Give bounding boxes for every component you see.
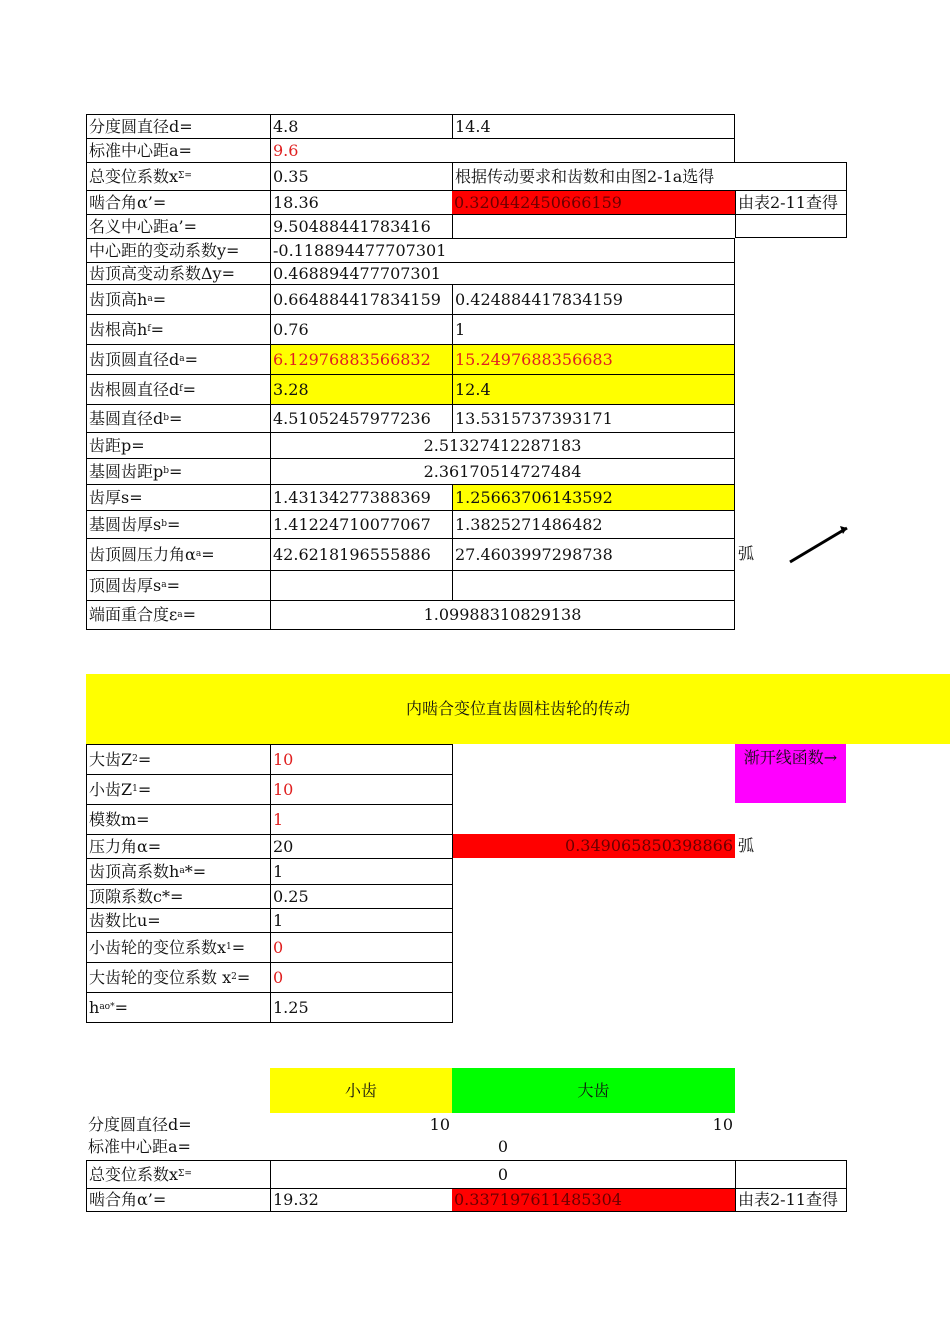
value-dedendum-big: 1 <box>452 314 735 344</box>
value-tooth-thickness-big: 1.25663706143592 <box>452 484 735 510</box>
value-tip-pressure-angle-big: 27.4603997298738 <box>452 538 735 570</box>
label-standard-center-distance: 标准中心距a= <box>86 138 271 162</box>
label-tail: = <box>236 967 251 987</box>
label-sub: a <box>177 609 183 620</box>
label-sub: 1 <box>132 784 138 794</box>
value-clearance-coef: 0.25 <box>271 884 453 908</box>
label-mesh-angle: 啮合角α’= <box>86 190 271 214</box>
value-gear-ratio: 1 <box>271 908 453 932</box>
value-module: 1 <box>271 804 453 834</box>
label-text: 小齿轮的变位系数x <box>89 937 227 957</box>
label-tail: = <box>166 575 180 595</box>
value-tip-diameter-small: 6.12976883566832 <box>271 344 452 374</box>
label-sub: 2 <box>132 754 138 764</box>
label-tail: = <box>169 408 183 428</box>
label-text: 基圆齿距p <box>89 461 164 481</box>
value-base-pitch: 2.36170514727484 <box>271 458 735 484</box>
value-base-tooth-thickness-big: 1.3825271486482 <box>452 510 735 538</box>
value-tip-pressure-angle-small: 42.6218196555886 <box>271 538 452 570</box>
label-text: 端面重合度ε <box>89 605 178 624</box>
value-addendum-big: 0.424884417834159 <box>452 284 735 314</box>
label-contact-ratio <box>86 600 271 630</box>
header-big-gear: 大齿 <box>452 1068 735 1113</box>
label-tail: = <box>137 749 152 769</box>
value-pitch-diameter-2-big: 10 <box>712 1115 733 1134</box>
label-sub: b <box>163 413 170 423</box>
label-sub: a <box>179 354 185 364</box>
value-standard-center-distance: 9.6 <box>271 138 452 162</box>
empty-cell <box>735 1160 847 1188</box>
value-root-diameter-small: 3.28 <box>271 374 452 404</box>
label-text: 大齿轮的变位系数 x <box>89 967 232 987</box>
label-sub: b <box>161 519 167 529</box>
label-text: 分度圆直径d= <box>89 116 193 136</box>
label-tail: = <box>231 937 246 957</box>
value-center-distance-change: -0.118894477707301 <box>271 238 735 262</box>
label-dedendum <box>86 314 271 344</box>
value-mesh-angle-2-rad: 0.337197611485304 <box>452 1188 735 1212</box>
label-sub: f <box>179 384 183 394</box>
value-dedendum-small: 0.76 <box>271 314 452 344</box>
label-addendum-coef <box>86 858 271 884</box>
value-tooth-thickness-small: 1.43134277388369 <box>271 484 452 510</box>
value-small-gear-teeth: 10 <box>271 774 453 804</box>
empty-cell <box>452 214 735 238</box>
label-pitch-diameter-2: 分度圆直径d= <box>88 1115 192 1134</box>
empty-cell <box>735 214 847 238</box>
label-tip-pressure-angle <box>86 538 271 570</box>
label-sub: a <box>195 549 202 559</box>
value-addendum-coef: 1 <box>271 858 453 884</box>
label-tail: = <box>166 514 181 534</box>
note-table-lookup: 由表2-11查得 <box>735 190 847 214</box>
involute-function-label: 渐开线函数→ <box>735 744 846 803</box>
value-pitch: 2.51327412287183 <box>271 432 735 458</box>
empty-cell <box>452 138 735 162</box>
label-pitch-diameter <box>86 114 271 138</box>
label-hao <box>86 992 271 1023</box>
label-tip-diameter <box>86 344 271 374</box>
label-sup: * <box>110 1002 115 1012</box>
label-root-diameter <box>86 374 271 404</box>
value-mesh-angle-deg: 18.36 <box>271 190 452 214</box>
empty-cell <box>452 570 735 600</box>
label-pitch: 齿距p= <box>86 432 271 458</box>
label-sub: f <box>147 324 151 334</box>
value-total-shift-coef: 0.35 <box>271 162 452 190</box>
label-text: 齿根圆直径d <box>89 379 180 399</box>
value-base-diameter-small: 4.51052457977236 <box>271 404 452 432</box>
section-banner: 内啮合变位直齿圆柱齿轮的传动 <box>86 674 950 744</box>
value-tip-diameter-big: 15.2497688356683 <box>452 344 735 374</box>
value-hao: 1.25 <box>271 992 453 1023</box>
label-tail: = <box>152 289 167 309</box>
label-small-gear-teeth <box>86 774 271 804</box>
label-base-tooth-thickness <box>86 510 271 538</box>
value-base-tooth-thickness-small: 1.41224710077067 <box>271 510 452 538</box>
value-mesh-angle-2-deg: 19.32 <box>271 1188 452 1212</box>
value-small-shift-coef: 0 <box>271 932 453 962</box>
label-tail: = <box>137 779 152 799</box>
label-sub: 1 <box>226 942 232 952</box>
value-base-diameter-big: 13.5315737393171 <box>452 404 735 432</box>
value-nominal-center-distance: 9.50488441783416 <box>271 214 452 238</box>
label-text: 顶圆齿厚s <box>89 575 162 595</box>
label-tail: = <box>182 379 196 399</box>
label-big-shift-coef <box>86 962 271 992</box>
value-contact-ratio: 1.09988310829138 <box>271 600 735 630</box>
label-text: 齿顶圆压力角α <box>89 544 196 564</box>
empty-cell <box>271 570 452 600</box>
label-base-pitch <box>86 458 271 484</box>
label-total-shift-coef-2 <box>86 1160 271 1188</box>
value-pitch-diameter-big: 14.4 <box>452 114 735 138</box>
label-module: 模数m= <box>86 804 271 834</box>
label-text: 齿顶高h <box>89 289 148 309</box>
label-text: 齿根高h <box>89 319 148 339</box>
label-text: 总变位系数x <box>89 166 179 186</box>
label-base-diameter <box>86 404 271 432</box>
label-tail: = <box>184 349 199 369</box>
value-big-gear-teeth: 10 <box>271 744 453 774</box>
label-sub: a <box>161 580 167 590</box>
label-tail: = <box>114 997 129 1017</box>
label-text: 基圆直径d <box>89 408 164 428</box>
label-tooth-thickness: 齿厚s= <box>86 484 271 510</box>
label-center-distance-change: 中心距的变动系数y= <box>86 238 271 262</box>
label-text: h <box>89 997 100 1017</box>
label-clearance-coef: 顶隙系数c*= <box>86 884 271 908</box>
label-text: 总变位系数x <box>89 1164 179 1184</box>
label-big-gear-teeth <box>86 744 271 774</box>
unit-radian-label: 弧 <box>738 836 755 855</box>
label-standard-center-distance-2: 标准中心距a= <box>88 1137 191 1156</box>
label-tail: = <box>150 319 165 339</box>
value-addendum-small: 0.664884417834159 <box>271 284 452 314</box>
label-addendum <box>86 284 271 314</box>
value-pitch-diameter-2-small: 10 <box>429 1115 450 1134</box>
label-sub: Σ= <box>178 1169 192 1179</box>
value-standard-center-distance-2: 0 <box>497 1137 509 1156</box>
label-tail: = <box>169 461 183 481</box>
label-nominal-center-distance: 名义中心距a’= <box>86 214 271 238</box>
label-sub: Σ= <box>178 171 192 181</box>
label-sub: a <box>179 866 185 876</box>
label-sub: 2 <box>231 972 237 982</box>
label-sub: ao <box>99 1002 111 1012</box>
value-pitch-diameter-small: 4.8 <box>271 114 452 138</box>
arrow-icon <box>785 520 855 570</box>
label-tip-tooth-thickness <box>86 570 271 600</box>
label-tail: *= <box>184 861 207 881</box>
label-text: 齿顶圆直径d <box>89 349 180 369</box>
header-small-gear: 小齿 <box>270 1068 452 1113</box>
unit-radian-label: 弧 <box>738 544 755 563</box>
label-sub: b <box>163 466 170 476</box>
label-small-shift-coef <box>86 932 271 962</box>
value-total-shift-coef-2: 0 <box>271 1160 735 1188</box>
label-text: 大齿Z <box>89 749 133 769</box>
value-mesh-angle-rad: 0.320442450666159 <box>452 190 735 214</box>
label-mesh-angle-2: 啮合角α’= <box>86 1188 271 1212</box>
value-pressure-angle-deg: 20 <box>271 834 453 858</box>
label-text: 齿顶高系数h <box>89 861 180 881</box>
note-shift-source: 根据传动要求和齿数和由图2-1a选得 <box>452 162 847 190</box>
label-text: 小齿Z <box>89 779 133 799</box>
note-table-lookup-2: 由表2-11查得 <box>735 1188 847 1212</box>
label-pressure-angle: 压力角α= <box>86 834 271 858</box>
label-total-shift-coef <box>86 162 271 190</box>
value-big-shift-coef: 0 <box>271 962 453 992</box>
label-tail: = <box>201 544 215 564</box>
label-tail: = <box>182 605 197 624</box>
label-sub: a <box>147 294 153 304</box>
label-addendum-change: 齿顶高变动系数Δy= <box>86 262 271 284</box>
label-text: 基圆齿厚s <box>89 514 162 534</box>
value-pressure-angle-rad: 0.349065850398866 <box>453 834 735 858</box>
label-gear-ratio: 齿数比u= <box>86 908 271 932</box>
value-root-diameter-big: 12.4 <box>452 374 735 404</box>
value-addendum-change: 0.468894477707301 <box>271 262 735 284</box>
